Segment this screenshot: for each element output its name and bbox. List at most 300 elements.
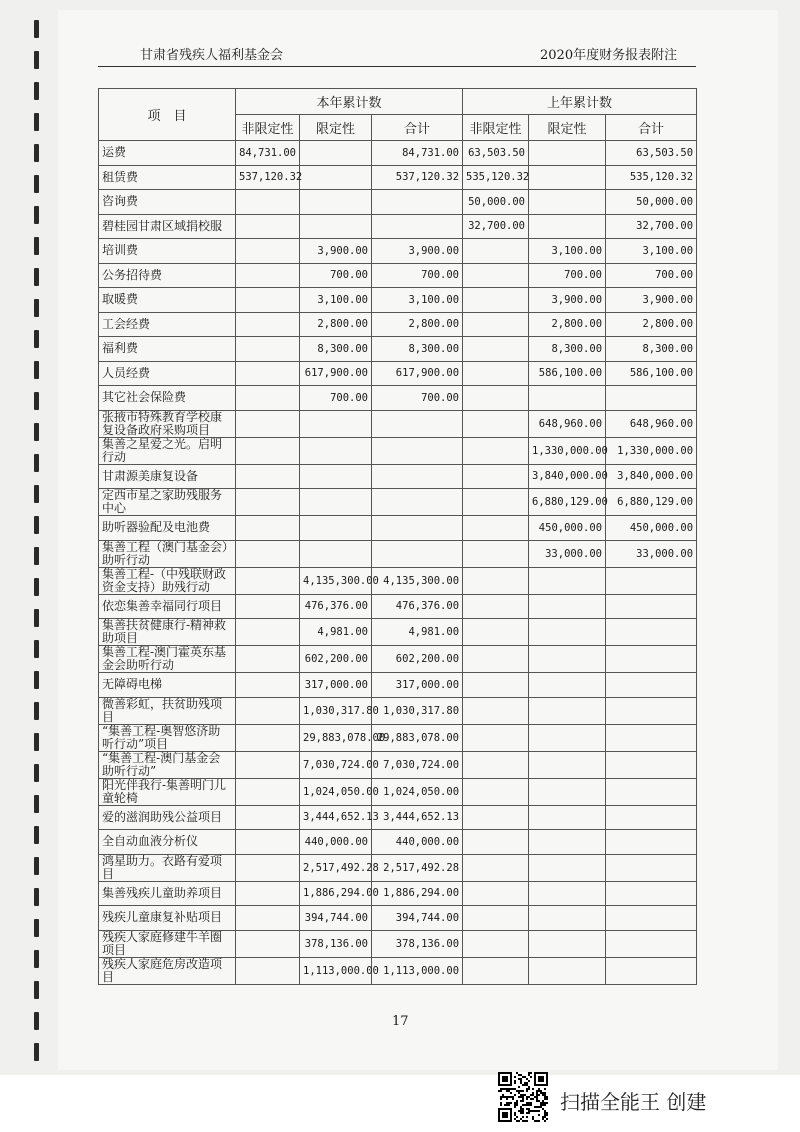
amount-cell — [463, 957, 529, 984]
amount-cell — [236, 288, 300, 313]
amount-cell — [300, 489, 372, 516]
binder-hole — [34, 237, 39, 255]
amount-cell: 32,700.00 — [463, 214, 529, 239]
row-label: 全自动血液分析仪 — [99, 830, 236, 855]
amount-cell: 3,100.00 — [300, 288, 372, 313]
amount-cell — [529, 906, 606, 931]
binder-hole — [34, 82, 39, 100]
amount-cell: 3,900.00 — [300, 239, 372, 264]
table-row — [99, 239, 697, 264]
table-row — [99, 190, 697, 215]
amount-cell — [606, 930, 697, 957]
amount-cell — [236, 464, 300, 489]
binder-hole — [34, 485, 39, 503]
binder-hole — [34, 950, 39, 968]
binder-hole — [34, 857, 39, 875]
table-row — [99, 930, 697, 957]
amount-cell: 32,700.00 — [606, 214, 697, 239]
amount-cell — [236, 906, 300, 931]
amount-cell — [372, 214, 463, 239]
amount-cell: 2,517,492.28 — [372, 854, 463, 881]
amount-cell: 3,100.00 — [372, 288, 463, 313]
amount-cell — [529, 778, 606, 805]
amount-cell: 1,886,294.00 — [300, 881, 372, 906]
row-label: 残疾人家庭修建牛羊圈项目 — [99, 930, 236, 957]
row-label: 公务招待费 — [99, 263, 236, 288]
amount-cell — [300, 141, 372, 166]
amount-cell: 8,300.00 — [300, 337, 372, 362]
amount-cell: 4,981.00 — [300, 619, 372, 646]
amount-cell: 394,744.00 — [300, 906, 372, 931]
table-row — [99, 516, 697, 541]
amount-cell — [529, 751, 606, 778]
amount-cell — [606, 646, 697, 673]
table-row — [99, 957, 697, 984]
amount-cell — [463, 263, 529, 288]
amount-cell — [300, 410, 372, 437]
amount-cell: 2,800.00 — [529, 312, 606, 337]
amount-cell — [300, 437, 372, 464]
amount-cell — [463, 594, 529, 619]
table-row — [99, 263, 697, 288]
binder-hole — [34, 144, 39, 162]
amount-cell — [463, 489, 529, 516]
amount-cell: 700.00 — [372, 386, 463, 411]
amount-cell — [463, 464, 529, 489]
amount-cell: 1,024,050.00 — [372, 778, 463, 805]
amount-cell — [236, 751, 300, 778]
amount-cell — [372, 410, 463, 437]
amount-cell: 1,113,000.00 — [372, 957, 463, 984]
amount-cell — [529, 854, 606, 881]
amount-cell — [529, 619, 606, 646]
amount-cell — [529, 673, 606, 698]
amount-cell: 535,120.32 — [463, 165, 529, 190]
amount-cell: 2,800.00 — [606, 312, 697, 337]
amount-cell — [372, 190, 463, 215]
amount-cell — [300, 516, 372, 541]
row-label: 碧桂园甘肃区域捐校服 — [99, 214, 236, 239]
table-row — [99, 337, 697, 362]
amount-cell: 3,900.00 — [372, 239, 463, 264]
amount-cell — [236, 594, 300, 619]
amount-cell — [606, 386, 697, 411]
amount-cell — [463, 930, 529, 957]
amount-cell — [236, 567, 300, 594]
amount-cell — [236, 516, 300, 541]
amount-cell — [236, 854, 300, 881]
amount-cell — [236, 540, 300, 567]
row-label: 爱的滋润助残公益项目 — [99, 805, 236, 830]
amount-cell: 84,731.00 — [236, 141, 300, 166]
amount-cell: 8,300.00 — [606, 337, 697, 362]
amount-cell — [236, 410, 300, 437]
amount-cell — [463, 751, 529, 778]
amount-cell — [463, 516, 529, 541]
binder-hole — [34, 1043, 39, 1061]
amount-cell — [606, 724, 697, 751]
amount-cell: 3,840,000.00 — [529, 464, 606, 489]
binder-hole — [34, 206, 39, 224]
amount-cell — [372, 540, 463, 567]
row-label: 鸿星助力。衣路有爱项目 — [99, 854, 236, 881]
amount-cell: 1,113,000.00 — [300, 957, 372, 984]
amount-cell: 33,000.00 — [529, 540, 606, 567]
row-label: 福利费 — [99, 337, 236, 362]
binder-hole — [34, 175, 39, 193]
amount-cell — [372, 437, 463, 464]
amount-cell — [606, 957, 697, 984]
amount-cell: 2,517,492.28 — [300, 854, 372, 881]
amount-cell: 617,900.00 — [372, 361, 463, 386]
group-current-header: 本年累计数 — [236, 89, 463, 115]
amount-cell: 1,030,317.80 — [372, 697, 463, 724]
row-label: 集善之星爱之光。启明行动 — [99, 437, 236, 464]
amount-cell — [300, 540, 372, 567]
amount-cell — [463, 437, 529, 464]
amount-cell — [529, 594, 606, 619]
qr-code-icon — [498, 1072, 548, 1122]
binder-hole — [34, 981, 39, 999]
amount-cell — [236, 312, 300, 337]
binder-hole — [34, 51, 39, 69]
table-row — [99, 805, 697, 830]
amount-cell — [236, 830, 300, 855]
amount-cell — [463, 906, 529, 931]
table-row — [99, 312, 697, 337]
table-row — [99, 410, 697, 437]
amount-cell — [463, 697, 529, 724]
table-row — [99, 854, 697, 881]
amount-cell — [236, 190, 300, 215]
amount-cell: 700.00 — [300, 263, 372, 288]
row-label: 集善工程（澳门基金会）助听行动 — [99, 540, 236, 567]
amount-cell: 4,135,300.00 — [300, 567, 372, 594]
sub-header: 限定性 — [300, 115, 372, 141]
amount-cell: 1,330,000.00 — [529, 437, 606, 464]
binder-hole — [34, 702, 39, 720]
amount-cell — [300, 165, 372, 190]
amount-cell: 378,136.00 — [372, 930, 463, 957]
binder-hole — [34, 671, 39, 689]
amount-cell — [236, 805, 300, 830]
amount-cell: 8,300.00 — [372, 337, 463, 362]
binder-hole — [34, 640, 39, 658]
amount-cell — [236, 361, 300, 386]
amount-cell — [236, 337, 300, 362]
amount-cell — [372, 516, 463, 541]
amount-cell — [606, 673, 697, 698]
binder-hole — [34, 454, 39, 472]
row-label: 微善彩虹，扶贫助残项目 — [99, 697, 236, 724]
amount-cell: 700.00 — [372, 263, 463, 288]
amount-cell: 3,100.00 — [529, 239, 606, 264]
amount-cell — [529, 930, 606, 957]
amount-cell — [529, 190, 606, 215]
amount-cell: 1,024,050.00 — [300, 778, 372, 805]
amount-cell — [463, 337, 529, 362]
amount-cell: 1,886,294.00 — [372, 881, 463, 906]
table-row — [99, 778, 697, 805]
header-divider — [98, 66, 696, 67]
row-label: 人员经费 — [99, 361, 236, 386]
amount-cell — [606, 697, 697, 724]
amount-cell: 3,900.00 — [529, 288, 606, 313]
amount-cell: 537,120.32 — [372, 165, 463, 190]
amount-cell: 3,840,000.00 — [606, 464, 697, 489]
table-row — [99, 646, 697, 673]
table-row — [99, 881, 697, 906]
group-prior-header: 上年累计数 — [463, 89, 697, 115]
amount-cell — [463, 830, 529, 855]
row-label: 依恋集善幸福同行项目 — [99, 594, 236, 619]
amount-cell — [463, 805, 529, 830]
amount-cell: 602,200.00 — [300, 646, 372, 673]
binder-hole — [34, 919, 39, 937]
report-title: 2020年度财务报表附注 — [540, 48, 678, 63]
binder-hole — [34, 733, 39, 751]
table-row — [99, 594, 697, 619]
row-label: 张掖市特殊教育学校康复设备政府采购项目 — [99, 410, 236, 437]
amount-cell — [463, 778, 529, 805]
amount-cell — [236, 673, 300, 698]
binder-hole — [34, 299, 39, 317]
amount-cell: 602,200.00 — [372, 646, 463, 673]
amount-cell — [463, 854, 529, 881]
amount-cell: 29,883,078.00 — [372, 724, 463, 751]
sub-header: 合计 — [372, 115, 463, 141]
amount-cell: 7,030,724.00 — [300, 751, 372, 778]
amount-cell — [372, 464, 463, 489]
amount-cell: 586,100.00 — [606, 361, 697, 386]
amount-cell: 84,731.00 — [372, 141, 463, 166]
amount-cell — [529, 567, 606, 594]
amount-cell — [529, 830, 606, 855]
row-label: 阳光伴我行-集善明门儿童轮椅 — [99, 778, 236, 805]
amount-cell — [300, 190, 372, 215]
binder-hole — [34, 20, 39, 38]
amount-cell — [463, 312, 529, 337]
amount-cell — [463, 410, 529, 437]
scanner-brand: 扫描全能王 创建 — [560, 1090, 707, 1114]
table-row — [99, 437, 697, 464]
amount-cell — [236, 957, 300, 984]
amount-cell: 8,300.00 — [529, 337, 606, 362]
amount-cell: 1,330,000.00 — [606, 437, 697, 464]
row-label: 无障碍电梯 — [99, 673, 236, 698]
row-label: 运费 — [99, 141, 236, 166]
amount-cell — [236, 930, 300, 957]
amount-cell — [236, 437, 300, 464]
amount-cell: 3,444,652.13 — [300, 805, 372, 830]
binder-hole — [34, 578, 39, 596]
row-label: 残疾人家庭危房改造项目 — [99, 957, 236, 984]
amount-cell: 3,900.00 — [606, 288, 697, 313]
binder-hole — [34, 764, 39, 782]
amount-cell — [606, 881, 697, 906]
amount-cell — [463, 239, 529, 264]
binder-hole — [34, 795, 39, 813]
row-label: 集善工程-（中残联财政资金支持）助残行动 — [99, 567, 236, 594]
amount-cell: 2,800.00 — [372, 312, 463, 337]
amount-cell — [236, 239, 300, 264]
amount-cell — [463, 881, 529, 906]
page-number: 17 — [392, 1014, 409, 1029]
table-row — [99, 361, 697, 386]
binder-hole — [34, 1012, 39, 1030]
sub-header: 非限定性 — [236, 115, 300, 141]
row-label: 培训费 — [99, 239, 236, 264]
table-row — [99, 165, 697, 190]
amount-cell — [529, 214, 606, 239]
sub-header: 合计 — [606, 115, 697, 141]
amount-cell — [236, 881, 300, 906]
row-label: “集善工程-奥智悠济助听行动”项目 — [99, 724, 236, 751]
amount-cell: 3,100.00 — [606, 239, 697, 264]
row-label: 集善残疾儿童助养项目 — [99, 881, 236, 906]
binder-hole — [34, 392, 39, 410]
amount-cell: 450,000.00 — [529, 516, 606, 541]
amount-cell: 63,503.50 — [463, 141, 529, 166]
amount-cell — [606, 567, 697, 594]
amount-cell — [606, 805, 697, 830]
amount-cell — [529, 957, 606, 984]
row-label: 其它社会保险费 — [99, 386, 236, 411]
amount-cell — [529, 881, 606, 906]
amount-cell — [236, 619, 300, 646]
col-item-header: 项 目 — [99, 89, 236, 141]
amount-cell: 476,376.00 — [372, 594, 463, 619]
amount-cell — [529, 697, 606, 724]
row-label: 集善工程-澳门霍英东基金会助听行动 — [99, 646, 236, 673]
binder-hole — [34, 516, 39, 534]
binder-hole — [34, 826, 39, 844]
row-label: 残疾儿童康复补贴项目 — [99, 906, 236, 931]
amount-cell: 586,100.00 — [529, 361, 606, 386]
binder-hole — [34, 361, 39, 379]
amount-cell — [529, 386, 606, 411]
binder-hole — [34, 113, 39, 131]
amount-cell — [372, 489, 463, 516]
amount-cell — [463, 361, 529, 386]
amount-cell: 535,120.32 — [606, 165, 697, 190]
amount-cell — [606, 751, 697, 778]
amount-cell — [300, 464, 372, 489]
amount-cell: 1,030,317.80 — [300, 697, 372, 724]
amount-cell: 648,960.00 — [529, 410, 606, 437]
amount-cell: 6,880,129.00 — [606, 489, 697, 516]
amount-cell — [300, 214, 372, 239]
amount-cell — [463, 724, 529, 751]
amount-cell — [606, 830, 697, 855]
amount-cell: 50,000.00 — [463, 190, 529, 215]
binder-holes — [30, 0, 44, 1075]
amount-cell: 450,000.00 — [606, 516, 697, 541]
row-label: 租赁费 — [99, 165, 236, 190]
amount-cell — [463, 619, 529, 646]
amount-cell: 6,880,129.00 — [529, 489, 606, 516]
table-row — [99, 724, 697, 751]
amount-cell: 7,030,724.00 — [372, 751, 463, 778]
amount-cell — [236, 214, 300, 239]
amount-cell: 617,900.00 — [300, 361, 372, 386]
binder-hole — [34, 547, 39, 565]
amount-cell — [529, 724, 606, 751]
amount-cell: 378,136.00 — [300, 930, 372, 957]
amount-cell: 317,000.00 — [372, 673, 463, 698]
row-label: 工会经费 — [99, 312, 236, 337]
amount-cell: 700.00 — [529, 263, 606, 288]
row-label: 取暖费 — [99, 288, 236, 313]
amount-cell — [236, 263, 300, 288]
amount-cell — [236, 646, 300, 673]
amount-cell: 537,120.32 — [236, 165, 300, 190]
amount-cell: 50,000.00 — [606, 190, 697, 215]
row-label: 集善扶贫健康行-精神救助项目 — [99, 619, 236, 646]
table-row — [99, 489, 697, 516]
table-row — [99, 751, 697, 778]
row-label: 咨询费 — [99, 190, 236, 215]
amount-cell — [606, 906, 697, 931]
amount-cell: 29,883,078.00 — [300, 724, 372, 751]
table-row — [99, 464, 697, 489]
table-row — [99, 386, 697, 411]
amount-cell — [529, 165, 606, 190]
amount-cell: 317,000.00 — [300, 673, 372, 698]
binder-hole — [34, 268, 39, 286]
amount-cell: 4,135,300.00 — [372, 567, 463, 594]
amount-cell: 648,960.00 — [606, 410, 697, 437]
amount-cell — [463, 567, 529, 594]
table-row — [99, 288, 697, 313]
org-name: 甘肃省残疾人福利基金会 — [140, 48, 284, 63]
amount-cell: 700.00 — [300, 386, 372, 411]
amount-cell — [236, 697, 300, 724]
table-row — [99, 540, 697, 567]
amount-cell — [606, 778, 697, 805]
amount-cell: 3,444,652.13 — [372, 805, 463, 830]
amount-cell: 440,000.00 — [300, 830, 372, 855]
sub-header: 非限定性 — [463, 115, 529, 141]
binder-hole — [34, 609, 39, 627]
amount-cell — [236, 489, 300, 516]
expense-table — [98, 88, 697, 985]
amount-cell: 33,000.00 — [606, 540, 697, 567]
amount-cell: 2,800.00 — [300, 312, 372, 337]
sub-header: 限定性 — [529, 115, 606, 141]
amount-cell — [606, 854, 697, 881]
amount-cell — [529, 646, 606, 673]
binder-hole — [34, 888, 39, 906]
row-label: “集善工程-澳门基金会助听行动” — [99, 751, 236, 778]
amount-cell — [606, 594, 697, 619]
amount-cell: 476,376.00 — [300, 594, 372, 619]
amount-cell: 700.00 — [606, 263, 697, 288]
amount-cell — [463, 673, 529, 698]
table-row — [99, 567, 697, 594]
binder-hole — [34, 423, 39, 441]
amount-cell — [463, 540, 529, 567]
table-row — [99, 697, 697, 724]
binder-hole — [34, 330, 39, 348]
amount-cell — [236, 724, 300, 751]
amount-cell — [606, 619, 697, 646]
row-label: 甘肃源美康复设备 — [99, 464, 236, 489]
table-row — [99, 619, 697, 646]
row-label: 助听器验配及电池费 — [99, 516, 236, 541]
amount-cell: 394,744.00 — [372, 906, 463, 931]
amount-cell — [236, 386, 300, 411]
